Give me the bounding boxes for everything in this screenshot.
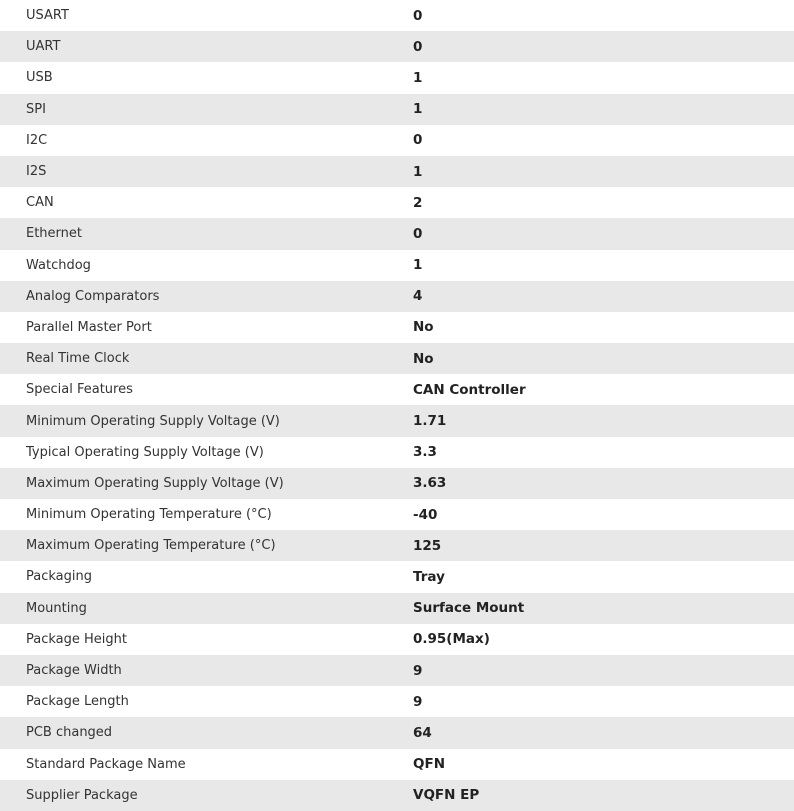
spec-label: Analog Comparators [0,281,388,312]
spec-label: Minimum Operating Temperature (°C) [26,507,272,523]
spec-value: 1 [413,69,423,86]
table-row [0,62,794,93]
spec-value: QFN [413,756,445,773]
table-row [0,343,794,374]
spec-label: Typical Operating Supply Voltage (V) [26,444,264,460]
spec-value: No [388,343,794,374]
spec-label: Ethernet [0,218,388,249]
spec-label: I2S [0,156,388,187]
spec-label: Standard Package Name [26,756,186,772]
spec-label: UART [0,31,388,62]
spec-label: Packaging [26,569,92,585]
spec-label: USART [26,8,69,24]
spec-value: 0 [413,7,423,24]
spec-value: 3.63 [388,468,794,499]
spec-value: 9 [388,655,794,686]
spec-label: Parallel Master Port [26,319,152,335]
spec-value: CAN Controller [413,381,526,398]
spec-value: 0 [388,218,794,249]
spec-value: Surface Mount [388,593,794,624]
table-row [0,624,794,655]
spec-value: 64 [388,717,794,748]
table-row [0,31,794,62]
table-row [0,593,794,624]
table-row [0,437,794,468]
spec-label: Watchdog [26,257,91,273]
table-row [0,468,794,499]
table-row [0,561,794,592]
spec-value: 3.3 [413,444,437,461]
spec-label: CAN [26,195,54,211]
table-row [0,374,794,405]
spec-label: Maximum Operating Temperature (°C) [0,530,388,561]
spec-label: I2C [26,132,48,148]
spec-label: Maximum Operating Supply Voltage (V) [0,468,388,499]
spec-value: 0 [413,132,423,149]
table-row [0,312,794,343]
table-row [0,125,794,156]
spec-label: Mounting [0,593,388,624]
spec-value: 4 [388,281,794,312]
spec-value: 0.95(Max) [413,631,490,648]
table-row [0,717,794,748]
table-row [0,530,794,561]
table-row [0,281,794,312]
spec-label: PCB changed [0,717,388,748]
table-row [0,250,794,281]
spec-label: USB [26,70,53,86]
table-row [0,187,794,218]
spec-value: 1 [413,257,423,274]
spec-label: Minimum Operating Supply Voltage (V) [0,405,388,436]
table-row [0,0,794,31]
spec-label: Special Features [26,382,133,398]
spec-value: -40 [413,506,438,523]
spec-label: Supplier Package [0,780,388,811]
table-row [0,218,794,249]
table-row [0,499,794,530]
spec-label: Package Length [26,694,129,710]
table-row [0,686,794,717]
spec-value: 0 [388,31,794,62]
table-row [0,94,794,125]
spec-value: 1 [388,156,794,187]
spec-label: Real Time Clock [0,343,388,374]
spec-value: No [413,319,434,336]
spec-value: 2 [413,194,423,211]
spec-value: 1.71 [388,405,794,436]
table-row [0,749,794,780]
spec-label: SPI [0,94,388,125]
spec-value: Tray [413,568,445,585]
spec-label: Package Width [0,655,388,686]
table-row [0,405,794,436]
spec-value: VQFN EP [388,780,794,811]
spec-value: 1 [388,94,794,125]
spec-value: 125 [388,530,794,561]
table-row [0,156,794,187]
spec-label: Package Height [26,631,127,647]
spec-value: 9 [413,693,423,710]
table-row [0,780,794,811]
table-row [0,655,794,686]
